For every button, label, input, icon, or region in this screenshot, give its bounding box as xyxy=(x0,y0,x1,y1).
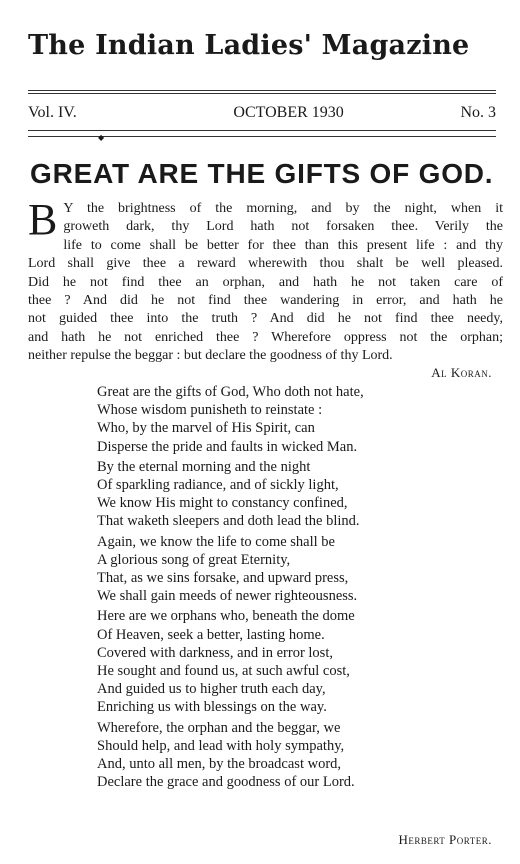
poem-stanza xyxy=(97,533,364,606)
rule-ornament: ◆ xyxy=(98,133,105,142)
poem-stanza xyxy=(97,458,364,531)
poem-line: Great are the gifts of God, Who doth not hate, xyxy=(97,384,364,400)
poem-line: Declare the grace and goodness of our Lord. xyxy=(97,774,355,791)
poem-line: Disperse the pride and faults in wicked Man. xyxy=(97,438,358,455)
drop-cap: B xyxy=(28,195,58,244)
poem-line: Here are we orphans who, beneath the dome xyxy=(97,608,355,625)
prose-line: Did he not find thee an orphan, and hath he not taken care of xyxy=(28,274,503,290)
poem-stanza xyxy=(97,607,364,716)
prose-line: thee ? And did he not find thee wandering in error, and hath he xyxy=(28,293,503,309)
prose-line: groweth dark, thy Lord hath not forsaken thee. Verily the xyxy=(63,219,503,235)
prose-line: Y the brightness of the morning, and by the night, when it xyxy=(63,201,503,216)
poem-line: Who, by the marvel of His Spirit, can xyxy=(97,420,315,437)
issue-date: OCTOBER 1930 xyxy=(233,104,344,121)
poem-line: Of sparkling radiance, and of sickly light, xyxy=(97,477,339,494)
poem-line: A glorious song of great Eternity, xyxy=(97,551,291,568)
poem-stanza xyxy=(97,719,364,792)
poem-author: Herbert Porter. xyxy=(398,832,492,847)
header-rule-top xyxy=(28,90,496,91)
prose-line: neither repulse the beggar : but declare the goodness of thy Lord. xyxy=(28,348,393,364)
poem-line: Should help, and lead with holy sympathy, xyxy=(97,737,345,754)
poem xyxy=(97,383,364,793)
poem-line: And guided us to higher truth each day, xyxy=(97,681,326,698)
poem-line: He sought and found us, at such awful cost, xyxy=(97,663,350,680)
poem-line: Of Heaven, seek a better, lasting home. xyxy=(97,626,325,643)
poem-line: We know His might to constancy confined, xyxy=(97,495,348,512)
poem-line: Whose wisdom punisheth to reinstate : xyxy=(97,402,323,419)
header-rule-bottom xyxy=(28,130,496,131)
issue-line xyxy=(28,104,496,122)
poem-line: By the eternal morning and the night xyxy=(97,458,311,475)
header-rule-top-thin xyxy=(28,93,496,94)
prose-line: Lord shall give thee a reward wherewith thou shalt be well pleased. xyxy=(28,256,503,272)
poem-line: Enriching us with blessings on the way. xyxy=(97,699,327,716)
koran-attribution: Al Koran. xyxy=(431,365,492,380)
poem-line: Covered with darkness, and in error lost, xyxy=(97,644,333,661)
prose-line: life to come shall be better for thee than this present life : and thy xyxy=(63,237,503,253)
poem-line: We shall gain meeds of newer righteousness. xyxy=(97,588,358,605)
volume-label: Vol. IV. xyxy=(28,104,77,121)
poem-line: Again, we know the life to come shall be xyxy=(97,533,335,550)
poem-line: And, unto all men, by the broadcast word, xyxy=(97,756,342,773)
poem-line: Wherefore, the orphan and the beggar, we xyxy=(97,719,341,736)
issue-number: No. 3 xyxy=(460,104,496,121)
magazine-masthead: The Indian Ladies' Magazine xyxy=(28,30,470,61)
prose-line: not guided thee into the truth ? And did he not find thee needy, xyxy=(28,311,503,327)
article-title: GREAT ARE THE GIFTS OF GOD. xyxy=(30,158,494,189)
poem-stanza xyxy=(97,383,364,456)
koran-passage xyxy=(28,195,503,366)
prose-line: and hath he not enriched thee ? Wherefore oppress not the orphan; xyxy=(28,329,503,345)
poem-line: That waketh sleepers and doth lead the blind. xyxy=(97,513,360,530)
poem-line: That, as we sins forsake, and upward press, xyxy=(97,570,349,587)
